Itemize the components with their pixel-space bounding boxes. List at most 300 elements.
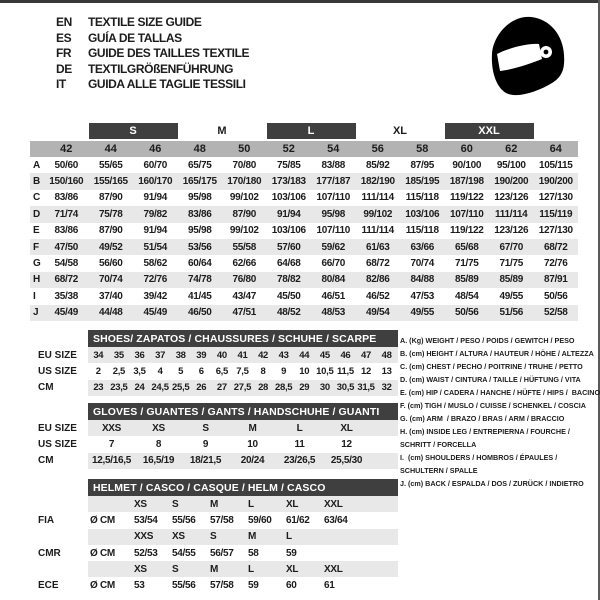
size-value: 115/118	[405, 225, 439, 237]
filler-cell	[360, 512, 398, 528]
shoes-row-label: EU SIZE	[38, 349, 77, 361]
size-value: 60/64	[187, 258, 212, 270]
size-value: 90/100	[452, 159, 482, 171]
size-value: 127/130	[538, 225, 573, 237]
size-value: 85/89	[499, 274, 524, 286]
measurement-row	[30, 173, 578, 189]
shoes-value: 6	[198, 365, 204, 377]
size-value: 83/86	[54, 225, 79, 237]
helmet-value: 53/54	[134, 514, 158, 526]
shoes-value: 41	[232, 347, 253, 363]
gloves-row-label: US SIZE	[38, 438, 77, 450]
helmet-rows	[30, 496, 398, 594]
size-value: 105/115	[539, 159, 573, 171]
size-column-header: 48	[193, 143, 206, 155]
shoes-value: 5	[178, 365, 184, 377]
size-value: 65/68	[454, 241, 479, 253]
size-value: 83/88	[321, 159, 346, 171]
size-value: 119/122	[450, 192, 484, 204]
helmet-value: 59	[248, 580, 259, 592]
size-value: 57/60	[276, 241, 301, 253]
size-value: 65/75	[187, 159, 212, 171]
size-value: 55/65	[98, 159, 123, 171]
gloves-value: 25,5/30	[323, 453, 370, 469]
size-value: 87/95	[410, 159, 435, 171]
size-number-row	[30, 141, 578, 157]
measurement-row	[30, 190, 578, 206]
gloves-value: 12,5/16,5	[88, 453, 135, 469]
shoes-value: 24	[129, 380, 150, 396]
legend-entry: F. (cm) TIGH / MUSLO / CUISSE / SCHENKEL / COSCIA	[400, 401, 586, 410]
shoes-value: 27	[212, 380, 233, 396]
helmet-value-row	[30, 545, 398, 561]
helmet-value: 61	[324, 580, 335, 592]
gloves-value: 16,5/19	[135, 453, 182, 469]
measurement-row	[30, 305, 578, 321]
size-value: 45/49	[143, 307, 168, 319]
size-value: 51/54	[143, 241, 168, 253]
size-value: 46/50	[187, 307, 212, 319]
size-value: 45/49	[54, 307, 79, 319]
gloves-value: 7	[108, 438, 115, 450]
language-row	[56, 62, 249, 78]
size-value: 111/114	[361, 225, 394, 237]
size-value: 85/92	[365, 159, 390, 171]
helmet-size-header-row	[30, 496, 398, 512]
gloves-value: 9	[202, 438, 209, 450]
gloves-rows	[30, 420, 398, 469]
size-value: 68/72	[543, 241, 568, 253]
legend-entry: D. (cm) WAIST / CINTURA / TAILLE / HÜFTUNG / VITA	[400, 375, 581, 384]
shoes-value: 23,5	[109, 380, 130, 396]
size-value: 62/66	[232, 258, 257, 270]
gloves-row	[30, 436, 398, 452]
measurement-row	[30, 223, 578, 239]
filler-cell	[397, 347, 398, 363]
helmet-value: 63/64	[324, 514, 348, 526]
size-value: 48/52	[276, 307, 301, 319]
gloves-title: GLOVES / GUANTES / GANTS / HANDSCHUHE / GUANTI	[88, 403, 398, 420]
shoes-value: 10	[299, 365, 310, 377]
size-value: 87/90	[232, 208, 257, 220]
size-value: 127/130	[538, 192, 573, 204]
shoes-value: 42	[253, 347, 274, 363]
helmet-size-table	[30, 479, 398, 594]
size-value: 66/70	[321, 258, 346, 270]
size-value: 35/38	[54, 290, 79, 302]
filler-cell	[370, 436, 398, 452]
size-value: 170/180	[227, 176, 262, 188]
helmet-size-header: S	[208, 529, 246, 545]
measurement-row-label: G	[33, 258, 41, 270]
shoes-value: 13	[381, 365, 392, 377]
helmet-value: 57/58	[210, 580, 234, 592]
measurement-row-label: C	[33, 192, 41, 204]
language-title: GUIDE DES TAILLES TEXTILE	[88, 46, 250, 60]
gloves-value: 10	[247, 438, 258, 450]
gloves-value: 12	[341, 438, 352, 450]
shoes-row-label: CM	[38, 382, 54, 394]
size-group-row	[30, 123, 578, 139]
size-column-header: 64	[549, 143, 562, 155]
measurement-row	[30, 157, 578, 173]
language-row	[56, 15, 249, 31]
filler-cell	[370, 453, 398, 469]
size-value: 95/100	[496, 159, 526, 171]
size-group-xl: XL	[392, 125, 408, 137]
helmet-size-header-row	[30, 561, 398, 577]
size-value: 123/126	[494, 225, 529, 237]
shoes-row-label: US SIZE	[38, 365, 77, 377]
size-value: 107/110	[450, 208, 484, 220]
shoes-value: 28,5	[273, 380, 294, 396]
size-value: 177/187	[316, 176, 351, 188]
filler-cell	[360, 529, 398, 545]
helmet-size-header	[322, 529, 360, 545]
gloves-row-label: CM	[38, 455, 54, 467]
size-value: 67/70	[499, 241, 524, 253]
language-code: ES	[56, 30, 72, 45]
helmet-value: 53	[134, 580, 145, 592]
shoes-value: 26	[191, 380, 212, 396]
size-value: 48/54	[454, 290, 479, 302]
helmet-value: 52/53	[134, 547, 158, 559]
shoes-value: 2,5	[112, 365, 126, 377]
gloves-value: XL	[323, 420, 370, 436]
size-data-rows	[30, 157, 578, 321]
language-title: GUÍA DE TALLAS	[88, 30, 182, 45]
helmet-size-header: XL	[284, 561, 322, 577]
measurement-row-label: I	[33, 290, 36, 302]
gloves-value: 20/24	[229, 453, 276, 469]
size-value: 48/53	[321, 307, 346, 319]
shoes-value: 35	[109, 347, 130, 363]
helmet-size-header: XS	[132, 561, 170, 577]
size-value: 59/62	[321, 241, 346, 253]
size-value: 68/72	[365, 258, 390, 270]
shoes-value: 48	[376, 347, 397, 363]
size-value: 87/90	[98, 225, 123, 237]
measurement-legend	[400, 334, 600, 490]
shoes-value: 10,5	[316, 365, 334, 377]
shoes-value: 12	[361, 365, 371, 377]
size-value: 53/56	[187, 241, 212, 253]
size-value: 190/200	[494, 176, 529, 188]
shoes-value: 32	[376, 380, 397, 396]
size-value: 155/165	[93, 176, 128, 188]
size-value: 103/106	[271, 192, 306, 204]
standard-label: FIA	[38, 514, 55, 526]
shoes-value: 9	[281, 365, 287, 377]
size-value: 99/102	[229, 225, 259, 237]
size-value: 71/75	[499, 258, 524, 270]
gloves-value: 23/26,5	[276, 453, 323, 469]
shoes-value: 45	[315, 347, 336, 363]
shoes-value: 4	[157, 365, 163, 377]
helmet-size-header: L	[246, 561, 284, 577]
size-column-header: 50	[238, 143, 251, 155]
measurement-row-label: B	[33, 176, 41, 188]
size-value: 165/175	[182, 176, 217, 188]
shoes-value: 34	[88, 347, 109, 363]
shoes-value: 36	[129, 347, 150, 363]
size-value: 58/62	[143, 258, 168, 270]
shoes-value: 30	[315, 380, 336, 396]
size-value: 43/47	[232, 290, 257, 302]
size-value: 83/86	[187, 208, 212, 220]
size-value: 44/48	[98, 307, 123, 319]
size-value: 56/60	[98, 258, 123, 270]
size-value: 50/56	[543, 290, 568, 302]
helmet-size-header: XXL	[322, 561, 360, 577]
standard-label: CMR	[38, 547, 61, 559]
shoes-value: 37	[150, 347, 171, 363]
size-value: 87/91	[543, 274, 568, 286]
size-value: 91/94	[276, 208, 301, 220]
shoes-value: 38	[170, 347, 191, 363]
size-value: 60/70	[143, 159, 168, 171]
gloves-value: 8	[155, 438, 162, 450]
language-list	[56, 15, 249, 93]
size-value: 49/55	[499, 290, 524, 302]
helmet-title: HELMET / CASCO / CASQUE / HELM / CASCO	[88, 479, 398, 496]
helmet-value: 57/58	[210, 514, 234, 526]
size-value: 64/68	[276, 258, 301, 270]
shoes-value: 24,5	[150, 380, 171, 396]
size-value: 55/58	[232, 241, 257, 253]
legend-entry: E. (cm) HIP / CADERA / HANCHE / HÜFTE / HIPS / BACINO	[400, 388, 600, 397]
shoes-value: 7,5	[236, 365, 249, 377]
gloves-row	[30, 453, 398, 469]
helmet-size-header: S	[170, 496, 208, 512]
helmet-size-header: M	[246, 529, 284, 545]
size-value: 119/122	[450, 225, 484, 237]
shoes-value: 30,5	[335, 380, 356, 396]
size-column-header: 52	[282, 143, 295, 155]
shoes-value: 3,5	[133, 365, 146, 377]
size-value: 39/42	[143, 290, 168, 302]
shoes-value: 31,5	[356, 380, 377, 396]
size-value: 95/98	[321, 208, 346, 220]
size-value: 190/200	[538, 176, 573, 188]
size-value: 63/66	[410, 241, 435, 253]
filler-cell	[397, 363, 398, 379]
size-value: 115/118	[405, 192, 439, 204]
filler-cell	[360, 577, 398, 593]
size-group-s: S	[89, 123, 178, 139]
measurement-row-label: H	[33, 274, 41, 286]
size-value: 95/98	[187, 225, 212, 237]
gloves-size-table	[30, 403, 398, 469]
measurement-row-label: D	[33, 208, 41, 220]
size-value: 61/63	[365, 241, 390, 253]
size-value: 82/86	[365, 274, 390, 286]
size-value: 83/86	[54, 192, 79, 204]
gloves-value: S	[182, 420, 229, 436]
shoes-value: 23	[88, 380, 109, 396]
size-value: 87/90	[98, 192, 123, 204]
legend-entry: B. (cm) HEIGHT / ALTURA / HAUTEUR / HÖHE / ALTEZZA	[400, 349, 594, 358]
helmet-size-header: L	[284, 529, 322, 545]
language-code: DE	[56, 61, 72, 76]
standard-label: ECE	[38, 580, 59, 592]
size-value: 160/170	[138, 176, 173, 188]
helmet-size-header: XL	[284, 496, 322, 512]
gloves-value: M	[229, 420, 276, 436]
size-value: 52/58	[543, 307, 568, 319]
shoes-value: 46	[335, 347, 356, 363]
shoes-value: 29	[294, 380, 315, 396]
measurement-row-label: E	[33, 225, 40, 237]
size-value: 72/76	[143, 274, 168, 286]
size-value: 103/106	[405, 208, 440, 220]
size-value: 45/50	[276, 290, 301, 302]
size-group-m: M	[217, 125, 227, 137]
helmet-value: 59	[286, 547, 297, 559]
unit-cell: Ø CM	[90, 580, 115, 592]
size-value: 75/85	[276, 159, 301, 171]
gloves-row	[30, 420, 398, 436]
size-value: 71/75	[454, 258, 479, 270]
legend-entry: A. (Kg) WEIGHT / PESO / POIDS / GEWITCH / PESO	[400, 336, 575, 345]
shoes-value: 8	[260, 365, 266, 377]
size-value: 91/94	[143, 192, 168, 204]
measurement-row	[30, 288, 578, 304]
size-group-xxl: XXL	[445, 123, 534, 139]
size-value: 185/195	[405, 176, 440, 188]
size-value: 37/40	[98, 290, 123, 302]
size-column-header: 44	[104, 143, 117, 155]
unit-cell: Ø CM	[90, 514, 115, 526]
shoes-value: 39	[191, 347, 212, 363]
shoes-value: 6,5	[215, 365, 229, 377]
helmet-size-header-row	[30, 529, 398, 545]
size-column-header: 56	[371, 143, 384, 155]
size-value: 79/82	[143, 208, 168, 220]
helmet-size-header: L	[246, 496, 284, 512]
size-value: 70/80	[232, 159, 257, 171]
size-value: 91/94	[143, 225, 168, 237]
size-value: 111/114	[495, 208, 528, 220]
size-column-header: 54	[327, 143, 340, 155]
size-value: 182/190	[360, 176, 395, 188]
size-value: 107/110	[316, 192, 350, 204]
size-value: 71/74	[54, 208, 79, 220]
size-value: 54/58	[54, 258, 79, 270]
size-value: 47/53	[410, 290, 435, 302]
measurement-row	[30, 272, 578, 288]
gloves-value: 18/21,5	[182, 453, 229, 469]
size-value: 76/80	[232, 274, 257, 286]
size-value: 74/78	[187, 274, 212, 286]
textile-size-table	[30, 123, 578, 321]
size-column-header: 60	[460, 143, 473, 155]
helmet-value-row	[30, 577, 398, 593]
size-value: 51/56	[499, 307, 524, 319]
legend-entry: I. (cm) SHOULDERS / HOMBROS / ÉPAULES / SCHULTERN / SPALLE	[400, 453, 558, 475]
helmet-value: 59/60	[248, 514, 272, 526]
language-row	[56, 46, 249, 62]
helmet-size-header: M	[208, 561, 246, 577]
language-title: TEXTILE SIZE GUIDE	[88, 15, 202, 29]
size-value: 70/74	[98, 274, 123, 286]
legend-entry: C. (cm) CHEST / PECHO / POITRINE / TRUHE / PETTO	[400, 362, 583, 371]
language-title: TEXTILGRÖßENFÜHRUNG	[88, 61, 234, 76]
size-value: 111/114	[361, 192, 394, 204]
shoes-size-table	[30, 330, 398, 396]
size-value: 46/52	[365, 290, 390, 302]
size-value: 72/76	[543, 258, 568, 270]
size-column-header: 42	[60, 143, 73, 155]
size-value: 173/183	[271, 176, 306, 188]
filler-cell	[370, 420, 398, 436]
gloves-value: 11	[294, 438, 305, 450]
helmet-value: 55/56	[172, 514, 196, 526]
size-value: 70/74	[410, 258, 435, 270]
size-value: 46/51	[321, 290, 346, 302]
filler-cell	[397, 380, 398, 396]
helmet-size-header: XXL	[322, 496, 360, 512]
size-value: 150/160	[49, 176, 84, 188]
language-title: GUIDA ALLE TAGLIE TESSILI	[88, 77, 246, 91]
size-value: 49/52	[98, 241, 123, 253]
size-value: 68/72	[54, 274, 79, 286]
helmet-value	[322, 545, 360, 561]
helmet-value-row	[30, 512, 398, 528]
size-column-header: 46	[149, 143, 162, 155]
size-value: 107/110	[316, 225, 350, 237]
size-value: 85/89	[454, 274, 479, 286]
shoes-value: 25,5	[170, 380, 191, 396]
helmet-size-header: XS	[170, 529, 208, 545]
language-row	[56, 77, 249, 93]
shoes-value: 43	[273, 347, 294, 363]
shoes-row	[30, 380, 398, 396]
measurement-row	[30, 206, 578, 222]
measurement-row-label: F	[33, 241, 40, 253]
helmet-size-header: XS	[132, 496, 170, 512]
measurement-row-label: A	[33, 159, 41, 171]
unit-cell: Ø CM	[90, 547, 115, 559]
size-value: 49/55	[410, 307, 435, 319]
size-value: 78/82	[276, 274, 301, 286]
helmet-size-header: M	[208, 496, 246, 512]
filler-cell	[360, 545, 398, 561]
gloves-value: XS	[135, 420, 182, 436]
shoes-value: 11,5	[337, 365, 354, 377]
shoes-value: 27,5	[232, 380, 253, 396]
language-code: IT	[56, 77, 66, 91]
size-value: 187/198	[449, 176, 484, 188]
size-group-l: L	[267, 123, 356, 139]
helmet-size-header: S	[170, 561, 208, 577]
shoes-title: SHOES/ ZAPATOS / CHAUSSURES / SCHUHE / SCARPE	[88, 330, 398, 347]
gloves-row-label: EU SIZE	[38, 422, 77, 434]
shoes-rows	[30, 347, 398, 396]
measurement-row	[30, 255, 578, 271]
shoes-value: 44	[294, 347, 315, 363]
language-row	[56, 31, 249, 47]
helmet-value: 56/57	[210, 547, 234, 559]
language-code: FR	[56, 46, 72, 60]
unit-cell	[88, 561, 132, 577]
shoes-row	[30, 347, 398, 363]
helmet-value: 55/56	[172, 580, 196, 592]
gloves-value: XXS	[88, 420, 135, 436]
legend-entry: G. (cm) ARM / BRAZO / BRAS / ARM / BRACCIO	[400, 414, 565, 423]
size-value: 80/84	[321, 274, 346, 286]
language-code: EN	[56, 15, 72, 29]
